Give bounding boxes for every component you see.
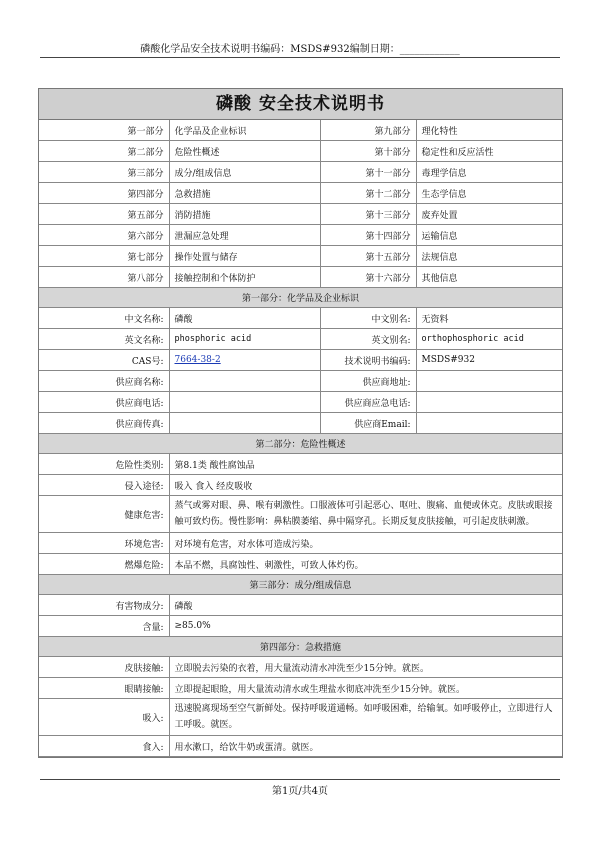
- header-divider: [40, 57, 560, 58]
- cn-alias-label: 中文别名:: [320, 308, 416, 329]
- toc-part-title: 法规信息: [416, 246, 562, 267]
- toc-row: [39, 141, 562, 162]
- field-label: 眼睛接触:: [39, 678, 169, 699]
- toc-part-number: 第十部分: [320, 141, 416, 162]
- field-value: 磷酸: [169, 595, 562, 616]
- info-row: [39, 454, 562, 475]
- toc-part-title: 操作处置与储存: [169, 246, 320, 267]
- supplier-address-value: [416, 371, 562, 392]
- toc-part-number: 第三部分: [39, 162, 169, 183]
- supplier-name-label: 供应商名称:: [39, 371, 169, 392]
- toc-row: [39, 120, 562, 141]
- toc-part-title: 成分/组成信息: [169, 162, 320, 183]
- toc-part-number: 第十三部分: [320, 204, 416, 225]
- field-label: 吸入:: [39, 699, 169, 736]
- toc-part-title: 消防措施: [169, 204, 320, 225]
- en-alias-value: orthophosphoric acid: [416, 329, 562, 350]
- field-label: 侵入途径:: [39, 475, 169, 496]
- toc-table: [39, 120, 562, 288]
- supplier-email-value: [416, 413, 562, 434]
- en-name-value: phosphoric acid: [169, 329, 320, 350]
- supplier-name-value: [169, 371, 320, 392]
- supplier-fax-label: 供应商传真:: [39, 413, 169, 434]
- info-row: [39, 678, 562, 699]
- cas-label: CAS号:: [39, 350, 169, 371]
- sections-2-4-table: [39, 434, 562, 757]
- toc-part-number: 第九部分: [320, 120, 416, 141]
- en-name-label: 英文名称:: [39, 329, 169, 350]
- toc-part-title: 生态学信息: [416, 183, 562, 204]
- en-alias-label: 英文别名:: [320, 329, 416, 350]
- supplier-emergency-value: [416, 392, 562, 413]
- supplier-email-label: 供应商Email:: [320, 413, 416, 434]
- toc-row: [39, 246, 562, 267]
- section-1-heading: 第一部分：化学品及企业标识: [39, 288, 562, 308]
- info-row: [39, 475, 562, 496]
- field-value: 迅速脱离现场至空气新鲜处。保持呼吸道通畅。如呼吸困难，给输氧。如呼吸停止，立即进行人工呼吸。就医。: [169, 699, 562, 736]
- toc-part-number: 第六部分: [39, 225, 169, 246]
- page-header: 磷酸化学品安全技术说明书编码：MSDS#932编制日期：____________: [140, 44, 460, 55]
- section-4-heading: 第四部分：急救措施: [39, 637, 562, 657]
- field-label: 皮肤接触:: [39, 657, 169, 678]
- supplier-emergency-label: 供应商应急电话:: [320, 392, 416, 413]
- info-row: [39, 496, 562, 533]
- field-label: 有害物成分:: [39, 595, 169, 616]
- info-row: [39, 616, 562, 637]
- section-1-table: [39, 288, 562, 434]
- footer-divider: [40, 779, 560, 780]
- field-label: 危险性类别:: [39, 454, 169, 475]
- toc-part-number: 第五部分: [39, 204, 169, 225]
- cas-number-link[interactable]: 7664-38-2: [174, 355, 221, 365]
- toc-part-number: 第十六部分: [320, 267, 416, 288]
- info-row: [39, 554, 562, 575]
- field-value: 对环境有危害，对水体可造成污染。: [169, 533, 562, 554]
- toc-part-number: 第二部分: [39, 141, 169, 162]
- msds-document: [38, 88, 563, 758]
- toc-row: [39, 204, 562, 225]
- toc-part-title: 废弃处置: [416, 204, 562, 225]
- toc-part-title: 其他信息: [416, 267, 562, 288]
- toc-part-title: 理化特性: [416, 120, 562, 141]
- toc-part-title: 泄漏应急处理: [169, 225, 320, 246]
- msds-code-value: MSDS#932: [416, 350, 562, 371]
- toc-part-number: 第七部分: [39, 246, 169, 267]
- field-label: 燃爆危险:: [39, 554, 169, 575]
- toc-part-title: 接触控制和个体防护: [169, 267, 320, 288]
- toc-row: [39, 183, 562, 204]
- document-title: 磷酸 安全技术说明书: [39, 89, 562, 120]
- field-value: 蒸气或雾对眼、鼻、喉有刺激性。口服液体可引起恶心、呕吐、腹痛、血便或休克。皮肤或眼接触可致灼伤。慢性影响：鼻粘膜萎缩、鼻中隔穿孔。长期反复皮肤接触，可引起皮肤刺激。: [169, 496, 562, 533]
- toc-part-number: 第四部分: [39, 183, 169, 204]
- info-row: [39, 657, 562, 678]
- cn-alias-value: 无资料: [416, 308, 562, 329]
- info-row: [39, 533, 562, 554]
- toc-row: [39, 162, 562, 183]
- field-label: 环境危害:: [39, 533, 169, 554]
- field-value: 吸入 食入 经皮吸收: [169, 475, 562, 496]
- field-value: 用水漱口，给饮牛奶或蛋清。就医。: [169, 736, 562, 757]
- toc-part-number: 第八部分: [39, 267, 169, 288]
- toc-part-number: 第十四部分: [320, 225, 416, 246]
- supplier-phone-label: 供应商电话:: [39, 392, 169, 413]
- field-value: 第8.1类 酸性腐蚀品: [169, 454, 562, 475]
- toc-part-number: 第一部分: [39, 120, 169, 141]
- info-row: [39, 595, 562, 616]
- supplier-address-label: 供应商地址:: [320, 371, 416, 392]
- cn-name-value: 磷酸: [169, 308, 320, 329]
- cas-cell: [169, 350, 320, 371]
- field-value: 立即脱去污染的衣着，用大量流动清水冲洗至少15分钟。就医。: [169, 657, 562, 678]
- toc-row: [39, 267, 562, 288]
- toc-part-number: 第十二部分: [320, 183, 416, 204]
- msds-code-label: 技术说明书编码:: [320, 350, 416, 371]
- field-value: ≥85.0%: [169, 616, 562, 637]
- cn-name-label: 中文名称:: [39, 308, 169, 329]
- toc-part-title: 运输信息: [416, 225, 562, 246]
- section-3-heading: 第三部分：成分/组成信息: [39, 575, 562, 595]
- field-value: 本品不燃，具腐蚀性、刺激性，可致人体灼伤。: [169, 554, 562, 575]
- toc-part-number: 第十一部分: [320, 162, 416, 183]
- field-label: 健康危害:: [39, 496, 169, 533]
- toc-part-number: 第十五部分: [320, 246, 416, 267]
- supplier-fax-value: [169, 413, 320, 434]
- page-footer: 第1页/共4页: [271, 786, 329, 797]
- toc-part-title: 毒理学信息: [416, 162, 562, 183]
- toc-part-title: 化学品及企业标识: [169, 120, 320, 141]
- section-2-heading: 第二部分：危险性概述: [39, 434, 562, 454]
- info-row: [39, 736, 562, 757]
- info-row: [39, 699, 562, 736]
- supplier-phone-value: [169, 392, 320, 413]
- toc-part-title: 急救措施: [169, 183, 320, 204]
- field-value: 立即提起眼睑，用大量流动清水或生理盐水彻底冲洗至少15分钟。就医。: [169, 678, 562, 699]
- toc-part-title: 稳定性和反应活性: [416, 141, 562, 162]
- field-label: 含量:: [39, 616, 169, 637]
- toc-part-title: 危险性概述: [169, 141, 320, 162]
- field-label: 食入:: [39, 736, 169, 757]
- toc-row: [39, 225, 562, 246]
